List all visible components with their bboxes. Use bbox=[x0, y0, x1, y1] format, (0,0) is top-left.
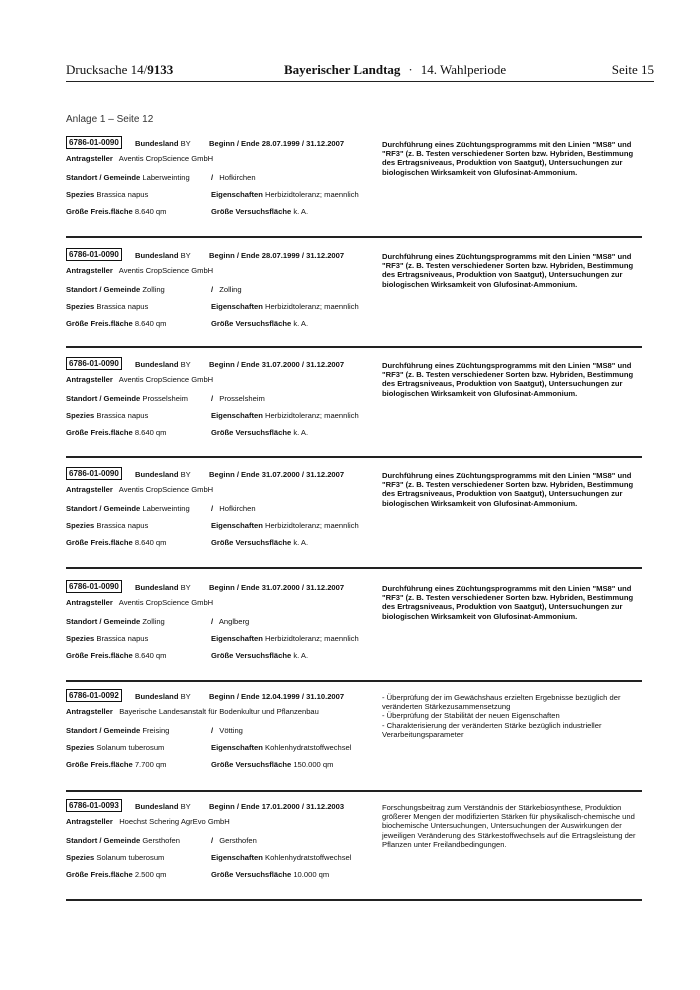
document-number-prefix: Drucksache 14/ bbox=[66, 62, 148, 77]
traits-label: Eigenschaften bbox=[211, 190, 263, 199]
release-area-label: Größe Freis.fläche bbox=[66, 651, 133, 660]
bundesland-label: Bundesland bbox=[135, 251, 179, 260]
traits-field bbox=[211, 302, 359, 311]
date-range-value: 17.01.2000 / 31.12.2003 bbox=[261, 802, 345, 811]
applicant-field bbox=[66, 817, 230, 826]
species-value: Brassica napus bbox=[96, 411, 149, 420]
entry-separator bbox=[66, 899, 642, 901]
entry-description: Durchführung eines Züchtungsprogramms mit den Linien "MS8" und "RF3" (z. B. Testen verschiedener Sorten bzw. Hybriden, Bestimmung des Ertragsniveaus, Produktion von Saatgut), Untersuchungen zur biologischen Wirksamkeit von Glufosinat-Ammonium. bbox=[382, 252, 634, 289]
traits-label: Eigenschaften bbox=[211, 411, 263, 420]
bundesland-value: BY bbox=[180, 583, 191, 592]
trial-area-field bbox=[211, 319, 308, 328]
release-area-field bbox=[66, 428, 166, 437]
entry-header-row bbox=[66, 467, 122, 480]
release-area-field bbox=[66, 207, 166, 216]
date-range-field bbox=[209, 360, 344, 369]
date-range-field bbox=[209, 692, 344, 701]
page-header bbox=[66, 62, 654, 80]
species-field bbox=[66, 190, 148, 199]
municipality-field bbox=[211, 726, 243, 735]
traits-field bbox=[211, 853, 351, 862]
municipality-field bbox=[211, 836, 257, 845]
bundesland-field bbox=[135, 139, 191, 148]
municipality-slash: / bbox=[211, 285, 214, 294]
species-value: Solanum tuberosum bbox=[96, 853, 165, 862]
trial-area-label: Größe Versuchsfläche bbox=[211, 651, 292, 660]
release-area-value: 8.640 qm bbox=[134, 538, 167, 547]
species-label: Spezies bbox=[66, 634, 95, 643]
entry-id: 6786-01-0093 bbox=[66, 799, 122, 812]
entry-header-row bbox=[66, 799, 122, 812]
municipality-slash: / bbox=[211, 836, 214, 845]
traits-value: Kohlenhydratstoffwechsel bbox=[265, 743, 352, 752]
release-area-label: Größe Freis.fläche bbox=[66, 760, 133, 769]
species-label: Spezies bbox=[66, 521, 95, 530]
entry-id: 6786-01-0090 bbox=[66, 136, 122, 149]
release-area-field bbox=[66, 319, 166, 328]
species-value: Brassica napus bbox=[96, 634, 149, 643]
trial-area-label: Größe Versuchsfläche bbox=[211, 319, 292, 328]
municipality-field bbox=[211, 285, 242, 294]
trial-area-value: k. A. bbox=[293, 538, 309, 547]
traits-label: Eigenschaften bbox=[211, 302, 263, 311]
bundesland-value: BY bbox=[180, 802, 191, 811]
traits-field bbox=[211, 190, 359, 199]
location-field bbox=[66, 173, 190, 182]
date-range-label: Beginn / Ende bbox=[209, 139, 260, 148]
entry-separator bbox=[66, 680, 642, 682]
municipality-value: Zolling bbox=[219, 285, 242, 294]
release-area-value: 8.640 qm bbox=[134, 428, 167, 437]
location-label: Standort / Gemeinde bbox=[66, 173, 141, 182]
location-field bbox=[66, 504, 190, 513]
municipality-value: Hofkirchen bbox=[219, 173, 256, 182]
document-number-value: 9133 bbox=[147, 62, 174, 77]
release-area-value: 8.640 qm bbox=[134, 319, 167, 328]
species-field bbox=[66, 634, 148, 643]
location-field bbox=[66, 726, 169, 735]
traits-value: Herbizidtoleranz; maennlich bbox=[265, 302, 359, 311]
release-area-label: Größe Freis.fläche bbox=[66, 870, 133, 879]
traits-label: Eigenschaften bbox=[211, 853, 263, 862]
entry-description: - Überprüfung der im Gewächshaus erzielten Ergebnisse bezüglich der veränderten Stärkezusammensetzung - Überprüfung der Stabilität der neuen Eigenschaften - Charakterisierung der veränderten Stärke bezüglich industrieller Verarbeitungsparameter bbox=[382, 693, 621, 739]
date-range-label: Beginn / Ende bbox=[209, 470, 260, 479]
location-value: Zolling bbox=[142, 285, 165, 294]
entry-separator bbox=[66, 346, 642, 348]
applicant-value: Aventis CropScience GmbH bbox=[118, 266, 214, 275]
entry-header-row bbox=[66, 689, 122, 702]
applicant-field bbox=[66, 154, 213, 163]
municipality-slash: / bbox=[211, 173, 214, 182]
entry-description: Durchführung eines Züchtungsprogramms mit den Linien "MS8" und "RF3" (z. B. Testen verschiedener Sorten bzw. Hybriden, Bestimmung des Ertragsniveaus, Produktion von Saatgut), Untersuchungen zur biologischen Wirksamkeit von Glufosinat-Ammonium. bbox=[382, 471, 634, 508]
trial-area-field bbox=[211, 651, 308, 660]
release-area-field bbox=[66, 760, 166, 769]
trial-area-value: k. A. bbox=[293, 207, 309, 216]
parliament-name: Bayerischer Landtag bbox=[284, 62, 401, 77]
entry-id: 6786-01-0090 bbox=[66, 248, 122, 261]
date-range-value: 28.07.1999 / 31.12.2007 bbox=[261, 251, 345, 260]
date-range-value: 31.07.2000 / 31.12.2007 bbox=[261, 360, 345, 369]
date-range-field bbox=[209, 583, 344, 592]
applicant-value: Aventis CropScience GmbH bbox=[118, 485, 214, 494]
applicant-value: Bayerische Landesanstalt für Bodenkultur und Pflanzenbau bbox=[119, 707, 319, 716]
location-field bbox=[66, 836, 180, 845]
applicant-label: Antragsteller bbox=[66, 266, 113, 275]
date-range-field bbox=[209, 470, 344, 479]
municipality-value: Anglberg bbox=[218, 617, 250, 626]
applicant-field bbox=[66, 707, 319, 716]
document-number bbox=[66, 62, 173, 78]
applicant-label: Antragsteller bbox=[66, 154, 113, 163]
trial-area-label: Größe Versuchsfläche bbox=[211, 428, 292, 437]
municipality-slash: / bbox=[211, 726, 214, 735]
release-area-label: Größe Freis.fläche bbox=[66, 428, 133, 437]
trial-area-field bbox=[211, 207, 308, 216]
applicant-label: Antragsteller bbox=[66, 707, 113, 716]
release-area-label: Größe Freis.fläche bbox=[66, 538, 133, 547]
header-rule bbox=[66, 81, 654, 82]
entry-header-row bbox=[66, 580, 122, 593]
municipality-slash: / bbox=[211, 504, 214, 513]
bundesland-label: Bundesland bbox=[135, 692, 179, 701]
trial-area-field bbox=[211, 538, 308, 547]
location-label: Standort / Gemeinde bbox=[66, 504, 141, 513]
location-value: Prosselsheim bbox=[142, 394, 188, 403]
bundesland-value: BY bbox=[180, 692, 191, 701]
applicant-field bbox=[66, 598, 213, 607]
traits-value: Kohlenhydratstoffwechsel bbox=[265, 853, 352, 862]
traits-field bbox=[211, 521, 359, 530]
traits-label: Eigenschaften bbox=[211, 743, 263, 752]
bundesland-label: Bundesland bbox=[135, 802, 179, 811]
entry-id: 6786-01-0090 bbox=[66, 357, 122, 370]
entry-separator bbox=[66, 567, 642, 569]
entry-header-row bbox=[66, 357, 122, 370]
applicant-label: Antragsteller bbox=[66, 375, 113, 384]
bundesland-field bbox=[135, 470, 191, 479]
location-label: Standort / Gemeinde bbox=[66, 394, 141, 403]
trial-area-field bbox=[211, 760, 333, 769]
location-value: Freising bbox=[142, 726, 170, 735]
date-range-value: 28.07.1999 / 31.12.2007 bbox=[261, 139, 345, 148]
date-range-field bbox=[209, 802, 344, 811]
applicant-value: Aventis CropScience GmbH bbox=[118, 154, 214, 163]
municipality-slash: / bbox=[211, 394, 214, 403]
entry-header-row bbox=[66, 136, 122, 149]
location-value: Laberweinting bbox=[142, 504, 190, 513]
release-area-value: 7.700 qm bbox=[134, 760, 167, 769]
date-range-label: Beginn / Ende bbox=[209, 802, 260, 811]
species-field bbox=[66, 743, 164, 752]
species-value: Brassica napus bbox=[96, 521, 149, 530]
entry-separator bbox=[66, 790, 642, 792]
bundesland-field bbox=[135, 251, 191, 260]
location-value: Laberweinting bbox=[142, 173, 190, 182]
species-field bbox=[66, 302, 148, 311]
location-label: Standort / Gemeinde bbox=[66, 617, 141, 626]
municipality-value: Vötting bbox=[219, 726, 243, 735]
location-field bbox=[66, 617, 165, 626]
traits-label: Eigenschaften bbox=[211, 521, 263, 530]
municipality-field bbox=[211, 173, 256, 182]
municipality-field bbox=[211, 394, 265, 403]
bundesland-value: BY bbox=[180, 251, 191, 260]
date-range-value: 12.04.1999 / 31.10.2007 bbox=[261, 692, 345, 701]
species-field bbox=[66, 411, 148, 420]
traits-field bbox=[211, 743, 351, 752]
municipality-slash: / bbox=[211, 617, 214, 626]
entry-separator bbox=[66, 236, 642, 238]
trial-area-label: Größe Versuchsfläche bbox=[211, 870, 292, 879]
entry-description: Durchführung eines Züchtungsprogramms mit den Linien "MS8" und "RF3" (z. B. Testen verschiedener Sorten bzw. Hybriden, Bestimmung des Ertragsniveaus, Produktion von Saatgut), Untersuchungen zur biologischen Wirksamkeit von Glufosinat-Ammonium. bbox=[382, 140, 634, 177]
parliament-title bbox=[284, 62, 506, 78]
trial-area-value: 10.000 qm bbox=[293, 870, 330, 879]
location-label: Standort / Gemeinde bbox=[66, 726, 141, 735]
release-area-label: Größe Freis.fläche bbox=[66, 319, 133, 328]
bundesland-label: Bundesland bbox=[135, 470, 179, 479]
date-range-value: 31.07.2000 / 31.12.2007 bbox=[261, 470, 345, 479]
date-range-label: Beginn / Ende bbox=[209, 692, 260, 701]
date-range-value: 31.07.2000 / 31.12.2007 bbox=[261, 583, 345, 592]
species-value: Brassica napus bbox=[96, 190, 149, 199]
trial-area-value: k. A. bbox=[293, 319, 309, 328]
entry-separator bbox=[66, 456, 642, 458]
date-range-label: Beginn / Ende bbox=[209, 360, 260, 369]
municipality-value: Hofkirchen bbox=[219, 504, 256, 513]
trial-area-value: k. A. bbox=[293, 651, 309, 660]
bundesland-field bbox=[135, 360, 191, 369]
municipality-value: Prosselsheim bbox=[219, 394, 265, 403]
entry-description: Durchführung eines Züchtungsprogramms mit den Linien "MS8" und "RF3" (z. B. Testen verschiedener Sorten bzw. Hybriden, Bestimmung des Ertragsniveaus, Produktion von Saatgut), Untersuchungen zur biologischen Wirksamkeit von Glufosinat-Ammonium. bbox=[382, 584, 634, 621]
traits-value: Herbizidtoleranz; maennlich bbox=[265, 634, 359, 643]
traits-field bbox=[211, 411, 359, 420]
species-label: Spezies bbox=[66, 302, 95, 311]
trial-area-label: Größe Versuchsfläche bbox=[211, 760, 292, 769]
applicant-label: Antragsteller bbox=[66, 817, 113, 826]
species-field bbox=[66, 853, 164, 862]
trial-area-label: Größe Versuchsfläche bbox=[211, 207, 292, 216]
bundesland-value: BY bbox=[180, 139, 191, 148]
release-area-value: 8.640 qm bbox=[134, 651, 167, 660]
applicant-field bbox=[66, 375, 213, 384]
bundesland-value: BY bbox=[180, 360, 191, 369]
date-range-field bbox=[209, 251, 344, 260]
bundesland-field bbox=[135, 802, 191, 811]
entry-header-row bbox=[66, 248, 122, 261]
location-field bbox=[66, 285, 165, 294]
legislative-period: 14. Wahlperiode bbox=[420, 62, 507, 77]
species-label: Spezies bbox=[66, 853, 95, 862]
species-label: Spezies bbox=[66, 743, 95, 752]
release-area-field bbox=[66, 651, 166, 660]
entry-description: Durchführung eines Züchtungsprogramms mit den Linien "MS8" und "RF3" (z. B. Testen verschiedener Sorten bzw. Hybriden, Bestimmung des Ertragsniveaus, Produktion von Saatgut), Untersuchungen zur biologischen Wirksamkeit von Glufosinat-Ammonium. bbox=[382, 361, 634, 398]
species-label: Spezies bbox=[66, 190, 95, 199]
entry-id: 6786-01-0090 bbox=[66, 467, 122, 480]
location-value: Zolling bbox=[142, 617, 165, 626]
release-area-field bbox=[66, 538, 166, 547]
applicant-label: Antragsteller bbox=[66, 485, 113, 494]
bundesland-value: BY bbox=[180, 470, 191, 479]
traits-value: Herbizidtoleranz; maennlich bbox=[265, 190, 359, 199]
location-value: Gersthofen bbox=[142, 836, 180, 845]
header-separator-dot: · bbox=[408, 62, 413, 77]
location-label: Standort / Gemeinde bbox=[66, 285, 141, 294]
trial-area-label: Größe Versuchsfläche bbox=[211, 538, 292, 547]
applicant-value: Aventis CropScience GmbH bbox=[118, 598, 214, 607]
bundesland-label: Bundesland bbox=[135, 360, 179, 369]
release-area-value: 2.500 qm bbox=[134, 870, 167, 879]
bundesland-field bbox=[135, 692, 191, 701]
release-area-field bbox=[66, 870, 166, 879]
traits-value: Herbizidtoleranz; maennlich bbox=[265, 411, 359, 420]
date-range-label: Beginn / Ende bbox=[209, 251, 260, 260]
date-range-field bbox=[209, 139, 344, 148]
page-number: Seite 15 bbox=[611, 62, 654, 77]
location-label: Standort / Gemeinde bbox=[66, 836, 141, 845]
applicant-value: Hoechst Schering AgrEvo GmbH bbox=[119, 817, 230, 826]
species-value: Brassica napus bbox=[96, 302, 149, 311]
applicant-field bbox=[66, 485, 213, 494]
traits-field bbox=[211, 634, 359, 643]
applicant-value: Aventis CropScience GmbH bbox=[118, 375, 214, 384]
trial-area-value: k. A. bbox=[293, 428, 309, 437]
entry-id: 6786-01-0092 bbox=[66, 689, 122, 702]
traits-label: Eigenschaften bbox=[211, 634, 263, 643]
attachment-label: Anlage 1 – Seite 12 bbox=[66, 114, 154, 125]
municipality-field bbox=[211, 504, 256, 513]
municipality-value: Gersthofen bbox=[219, 836, 257, 845]
bundesland-field bbox=[135, 583, 191, 592]
applicant-field bbox=[66, 266, 213, 275]
release-area-label: Größe Freis.fläche bbox=[66, 207, 133, 216]
municipality-field bbox=[211, 617, 249, 626]
trial-area-field bbox=[211, 870, 329, 879]
date-range-label: Beginn / Ende bbox=[209, 583, 260, 592]
bundesland-label: Bundesland bbox=[135, 139, 179, 148]
traits-value: Herbizidtoleranz; maennlich bbox=[265, 521, 359, 530]
entry-id: 6786-01-0090 bbox=[66, 580, 122, 593]
trial-area-field bbox=[211, 428, 308, 437]
species-label: Spezies bbox=[66, 411, 95, 420]
bundesland-label: Bundesland bbox=[135, 583, 179, 592]
location-field bbox=[66, 394, 188, 403]
species-value: Solanum tuberosum bbox=[96, 743, 165, 752]
trial-area-value: 150.000 qm bbox=[293, 760, 334, 769]
species-field bbox=[66, 521, 148, 530]
applicant-label: Antragsteller bbox=[66, 598, 113, 607]
entry-description: Forschungsbeitrag zum Verständnis der Stärkebiosynthese, Produktion größerer Mengen der modifizierten Stärken für physikalisch-chemische und biochemische Untersuchungen, Untersuchungen der Auswirkungen der jeweiligen Veränderung des Stärkestoffwechsels auf die Ertragsleistung der Pflanzen unter Freilandbedingungen. bbox=[382, 803, 636, 849]
release-area-value: 8.640 qm bbox=[134, 207, 167, 216]
